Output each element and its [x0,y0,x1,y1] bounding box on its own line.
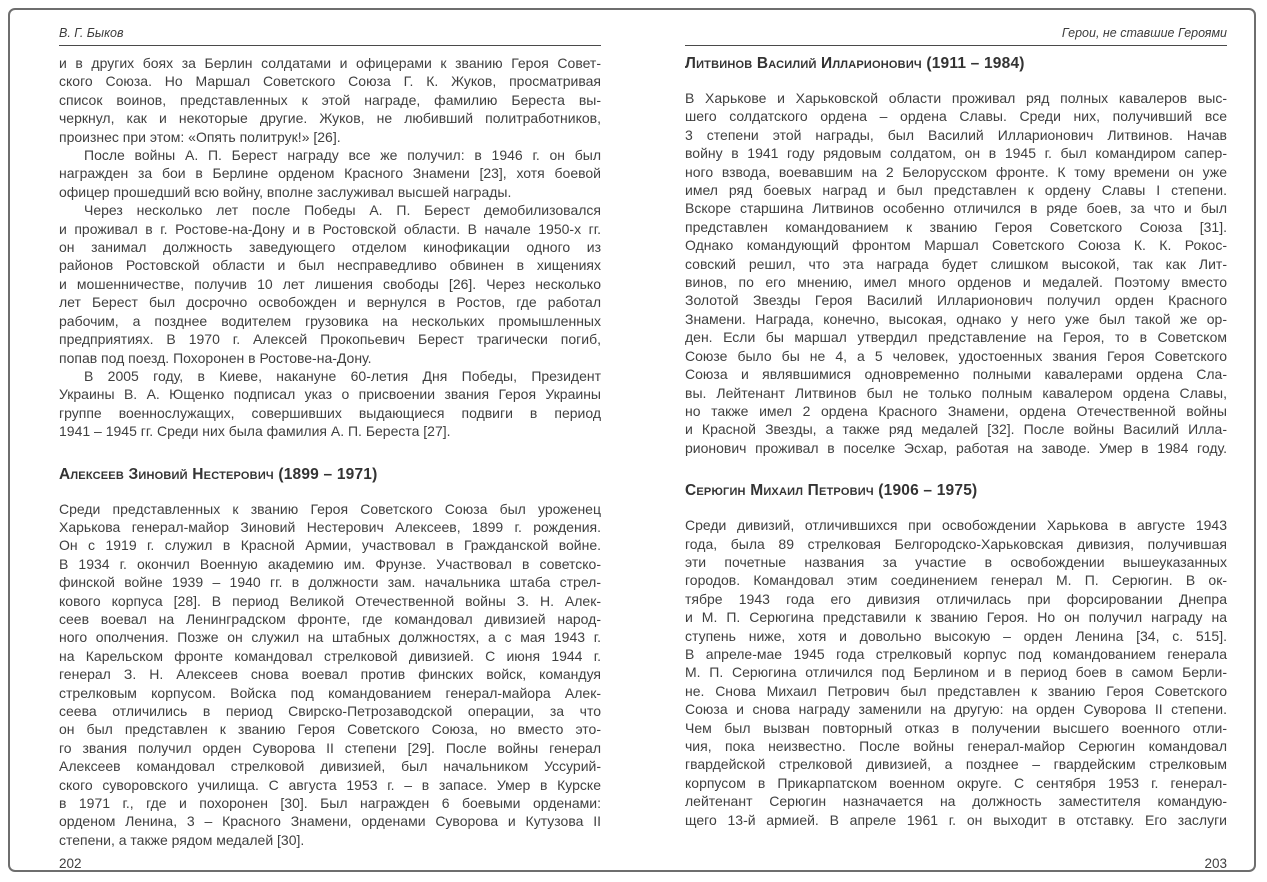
text-line: он занимал должность заведующего отделом кинофикации одного из [59,239,601,256]
text-line: не. Снова Михаил Петрович был представлен к званию Героя Советского [685,682,1227,699]
text-line: но также имел 2 ордена Красного Знамени, ордена Отечественной войны [685,402,1227,419]
text-line: в 1971 г., где и похоронен [30]. Был награжден 6 боевыми орденами: [59,795,601,812]
text-line: финской войне 1939 – 1940 гг. в должности зам. начальника штаба стрел- [59,574,601,591]
text-line: корпусом в Прикарпатском военном округе. С сентября 1953 г. генерал- [685,774,1227,791]
running-header-title-text: Герои, не ставшие Героями [1061,26,1227,40]
text-line: он был представлен к званию Героя Советского Союза, но вместо это- [59,721,601,738]
text-line: лейтенант Серюгин назначается на должность заместителя командую- [685,793,1227,810]
text-line: Чем был вызван повторный отказ в получении высшего военного отли- [685,719,1227,736]
running-header-author [59,20,601,46]
text-line: орденом Ленина, 3 – Красного Знамени, орденами Суворова и Кутузова II [59,813,601,830]
text-line: В Харькове и Харьковской области проживал ряд полных кавалеров выс- [685,90,1227,106]
text-line: стрелковым корпусом. Войска под командованием генерал-майора Алек- [59,684,601,701]
text-line: награжден за бои в Берлине орденом Красного Знамени [23], хотя боевой [59,165,601,182]
text-line: генерал З. Н. Алексеев снова воевал против финских войск, командуя [59,666,601,683]
text-line: В 1934 г. окончил Военную академию им. Фрунзе. Участвовал в советско- [59,555,601,572]
text-line: М. П. Серюгина отличился под Берлином и в период боев в самом Берли- [685,664,1227,681]
text-line: ского суворовского училища. С августа 1953 г. – в запасе. Умер в Курске [59,776,601,793]
text-line: Алексеев командовал стрелковой дивизией, был начальником Уссурий- [59,758,601,775]
text-line: 1941 – 1945 гг. Среди них была фамилия А. П. Береста [27]. [59,423,451,440]
running-header-title [685,20,1227,46]
text-line: Знамени. Награда, конечно, высокая, однако у него уже был такой же ор- [685,310,1227,327]
text-line: и Красной Звезды, а также ряд медалей [32]. После войны Василий Илла- [685,421,1227,438]
text-line: Золотой Звезды Героя Василий Илларионович получил орден Красного [685,292,1227,309]
text-line: и М. П. Серюгина представили к званию Героя. Но он получил награду на [685,609,1227,626]
text-line: ступень ниже, хотя и довольно высокую – орден Ленина [34, с. 515]. [685,627,1227,644]
text-line: городов. Командовал этим соединением генерал М. П. Серюгин. В ок- [685,572,1227,589]
text-line: ного ополчения. Позже он служил на штабных должностях, а с мая 1943 г. [59,629,601,646]
text-line: ден. Если бы маршал утвердил представление на Героя, то в Советском [685,329,1227,346]
text-line: представлен командованием к званию Героя Советского Союза [31]. [685,218,1227,235]
text-line: Он с 1919 г. служил в Красной Армии, участвовал в Гражданской войне. [59,537,601,554]
text-line: шего солдатского ордена – ордена Славы. Среди них, получивший все [685,108,1227,125]
text-line: В 2005 году, в Киеве, накануне 60-летия Дня Победы, Президент [84,367,601,384]
page-number-right: 203 [1204,856,1227,871]
text-line: попав под поезд. Похоронен в Ростове-на-Дону. [59,349,372,366]
text-line: сеев воевал на Ленинградском фронте, где командовал дивизией народ- [59,610,601,627]
text-line: черкнул, как и некоторые другие. Жуков, не любивший политработников, [59,110,601,127]
text-line: степени, а также рядом медалей [30]. [59,831,305,848]
text-line: ского Союза. Но Маршал Советского Союза Г. К. Жуков, просматривая [59,73,601,90]
text-line: Вскоре старшина Литвинов особенно отличился в ряде боев, за что и был [685,200,1227,217]
text-line: В апреле-мае 1945 года стрелковый корпус под командованием генерала [685,645,1227,662]
running-header-author-text: В. Г. Быков [59,26,124,40]
text-line: офицер прошедший всю войну, вполне заслуживал высшей награды. [59,183,512,200]
text-line: чия, пока неизвестно. После войны генерал-майор Серюгин командовал [685,738,1227,754]
text-line: и проживал в г. Ростове-на-Дону и в Ростовской области. В начале 1950-х гг. [59,220,601,237]
text-line: совский решил, что эта награда будет слишком высокой, так как Лит- [685,255,1227,272]
section-heading: Серюгин Михаил Петрович (1906 – 1975) [685,482,978,500]
sheet-border [8,8,1256,872]
text-line: рионович проживал в поселке Эсхар, работая на заводе. Умер в 1984 году. [685,439,1227,456]
text-line: Среди дивизий, отличившихся при освобождении Харькова в августе 1943 [685,517,1227,534]
text-line: эти почетные названия за участие в освобождении вышеуказанных [685,553,1227,570]
text-line: на Карельском фронте командовал стрелковой дивизией. С июня 1944 г. [59,647,601,664]
text-line: После войны А. П. Берест награду все же получил: в 1946 г. он был [84,147,601,164]
text-line: го звания получил орден Суворова II степени [29]. После войны генерал [59,739,601,756]
text-line: ного взвода, воевавшим на 2 Белорусском фронте. К тому времени он уже [685,163,1227,180]
text-line: имел ряд боевых наград и был представлен к ордену Славы I степени. [685,182,1227,199]
text-line: тябре 1943 года его дивизия отличилась при форсировании Днепра [685,590,1227,607]
text-line: года, была 89 стрелковая Белгородско-Харьковская дивизия, получившая [685,535,1227,552]
text-line: Союза и являвшимися одновременно полными кавалерами ордена Сла- [685,366,1227,383]
text-line: произнес при этом: «Опять политрук!» [26]. [59,128,341,145]
page-left-content [59,54,601,849]
page-number-left: 202 [59,856,82,871]
page-right-content [685,54,1227,829]
text-line: список воинов, представленных к этой награде, фамилию Береста вы- [59,91,601,108]
text-line: предприятиях. В 1970 г. Алексей Прокопьевич Берест трагически погиб, [59,331,601,348]
text-line: лет Берест был досрочно освобожден и вернулся в Ростов, где работал [59,294,601,311]
text-line: вы. Лейтенант Литвинов был не только полным кавалером ордена Славы, [685,384,1227,401]
text-line: 3 степени этой награды, был Василий Илларионович Литвинов. Начав [685,126,1227,143]
text-line: Союзе было бы не 4, а 5 человек, удостоенных звания Героя Советского [685,347,1227,364]
text-line: гвардейской стрелковой дивизией, а позднее – гвардейским стрелковым [685,756,1227,773]
text-line: щего 13-й армией. В апреле 1961 г. он выходит в отставку. Его заслуги [685,811,1227,828]
text-line: Через несколько лет после Победы А. П. Берест демобилизовался [84,202,601,219]
text-line: Однако командующий фронтом Маршал Советского Союза К. К. Рокос- [685,237,1227,254]
section-heading: Литвинов Василий Илларионович (1911 – 1984) [685,55,1025,72]
page-right [685,20,1227,871]
text-line: и в других боях за Берлин солдатами и офицерами к званию Героя Совет- [59,55,601,71]
text-line: Среди представленных к званию Героя Советского Союза был уроженец [59,500,601,517]
page-left [59,20,601,871]
text-line: рабочим, а позднее водителем грузовика на нескольких промышленных [59,312,601,329]
section-heading: Алексеев Зиновий Нестерович (1899 – 1971) [59,465,378,483]
text-line: Украины В. А. Ющенко подписал указ о присвоении звания Героя Украины [59,386,601,403]
text-line: винов, по его мнению, имел много орденов и медалей. Поэтому вместо [685,274,1227,291]
text-line: кового корпуса [28]. В период Великой Отечественной войны З. Н. Алек- [59,592,601,609]
text-line: районов Ростовской области и был несправедливо обвинен в хищениях [59,257,601,274]
text-line: и мошенничестве, получив 10 лет лишения свободы [26]. Через несколько [59,275,601,292]
text-line: Союза и снова награду заменили на другую: на орден Суворова II степени. [685,701,1227,718]
text-line: Харькова генерал-майор Зиновий Нестерович Алексеев, 1899 г. рождения. [59,518,601,535]
text-line: войну в 1941 году рядовым солдатом, он в 1945 г. был командиром сапер- [685,145,1227,162]
text-line: группе военнослужащих, совершивших выдающиеся подвиги в период [59,404,601,421]
text-line: сеева отличились в период Свирско-Петрозаводской операции, за что [59,703,601,719]
